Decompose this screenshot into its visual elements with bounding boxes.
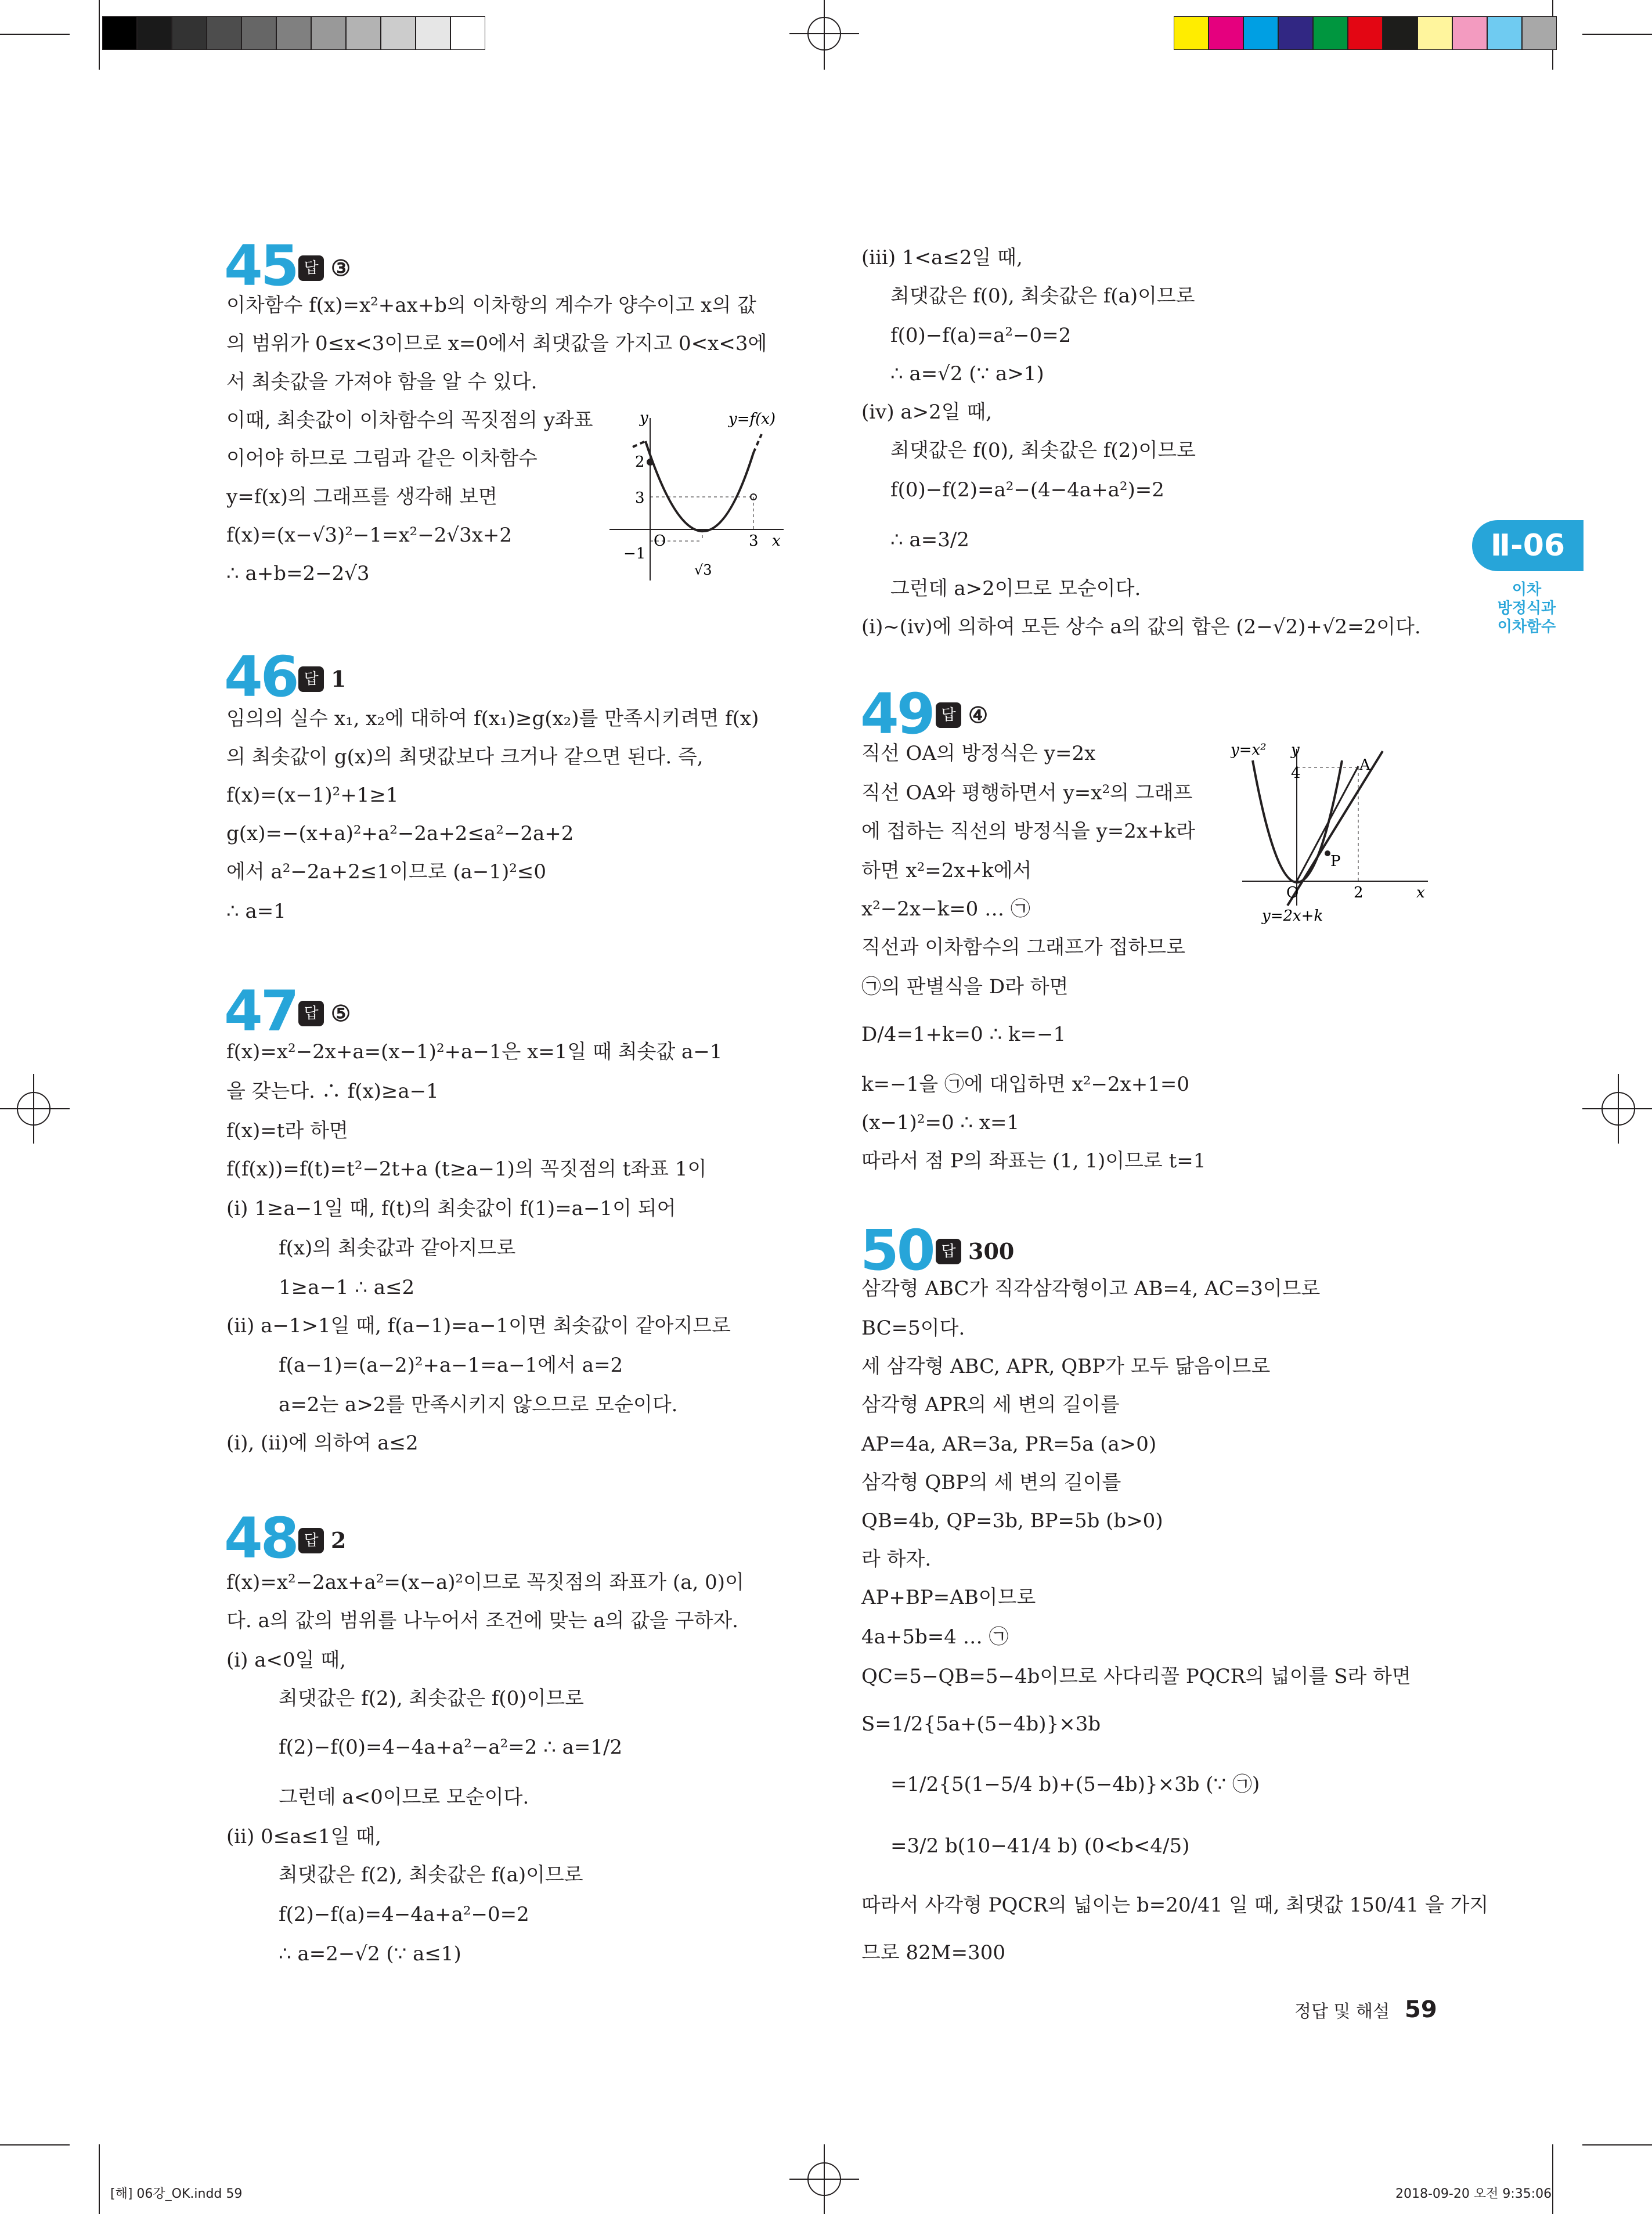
q49-graph-a: A — [1359, 756, 1370, 774]
registration-mark-icon — [1582, 1051, 1652, 1167]
gray-swatch — [102, 16, 137, 50]
q47-line: a=2는 a>2를 만족시키지 않으므로 모순이다. — [279, 1393, 678, 1416]
q50-line: 따라서 사각형 PQCR의 넓이는 b=20/41 일 때, 최댓값 150/41 을 가지 — [861, 1894, 1489, 1917]
q45-graph-func: y=f(x) — [728, 410, 776, 428]
q50-line: 삼각형 ABC가 직각삼각형이고 AB=4, AC=3이므로 — [861, 1277, 1321, 1300]
q48-cont-line: f(0)−f(2)=a²−(4−4a+a²)=2 — [890, 478, 1164, 502]
gray-swatch — [137, 16, 172, 50]
q50-line: S=1/2{5a+(5−4b)}×3b — [861, 1712, 1101, 1736]
q49-graph-x: x — [1416, 884, 1425, 902]
q47-line: 을 갖는다. ∴ f(x)≥a−1 — [226, 1080, 439, 1103]
print-timestamp: 2018-09-20 오전 9:35:06 — [1395, 2187, 1552, 2201]
gray-swatch — [276, 16, 311, 50]
gray-swatch — [207, 16, 241, 50]
q49-graph-tick: 4 — [1291, 765, 1301, 782]
q49-graph-y: y — [1291, 741, 1300, 759]
chapter-label-1: 이차 — [1512, 581, 1542, 598]
color-swatch — [1417, 16, 1452, 50]
q48-cont-line: (ⅲ) 1<a≤2일 때, — [861, 246, 1023, 269]
answer-47: ⑤ — [331, 1000, 351, 1026]
q49-line: (x−1)²=0 ∴ x=1 — [861, 1111, 1020, 1134]
q48-cont-line: ∴ a=√2 (∵ a>1) — [890, 362, 1044, 385]
q49-line: 직선 OA와 평행하면서 y=x²의 그래프 — [861, 781, 1193, 805]
q45-line: 이때, 최솟값이 이차함수의 꼭짓점의 y좌표 — [226, 409, 593, 432]
q50-line: QB=4b, QP=3b, BP=5b (b>0) — [861, 1509, 1163, 1533]
q46-line: 의 최솟값이 g(x)의 최댓값보다 크거나 같으면 된다. 즉, — [226, 745, 704, 769]
q50-line: =3/2 b(10−41/4 b) (0<b<4/5) — [890, 1834, 1190, 1858]
q45-line: y=f(x)의 그래프를 생각해 보면 — [226, 485, 497, 509]
crop-mark — [1552, 2144, 1553, 2214]
registration-mark-icon — [0, 1051, 70, 1167]
q49-line: D/4=1+k=0 ∴ k=−1 — [861, 1023, 1066, 1046]
page-label: 정답 및 해설 — [1294, 2002, 1390, 2022]
crop-mark — [0, 2144, 70, 2146]
q48-line: (ⅱ) 0≤a≤1일 때, — [226, 1825, 381, 1848]
q48-line: 최댓값은 f(2), 최솟값은 f(a)이므로 — [279, 1863, 583, 1887]
answer-badge: 답 — [298, 1528, 324, 1553]
q49-line: 따라서 점 P의 좌표는 (1, 1)이므로 t=1 — [861, 1149, 1206, 1173]
q45-graph-tick: 2 — [635, 453, 645, 471]
q47-line: (ⅰ), (ⅱ)에 의하여 a≤2 — [226, 1431, 419, 1455]
crop-mark — [1582, 34, 1652, 35]
color-swatch — [1278, 16, 1313, 50]
gray-swatch — [450, 16, 485, 50]
q45-line: f(x)=(x−√3)²−1=x²−2√3x+2 — [226, 524, 513, 547]
q46-line: 에서 a²−2a+2≤1이므로 (a−1)²≤0 — [226, 860, 547, 884]
q45-line: 의 범위가 0≤x<3이므로 x=0에서 최댓값을 가지고 0<x<3에 — [226, 332, 767, 355]
gray-swatch — [172, 16, 207, 50]
answer-49: ④ — [968, 702, 989, 728]
registration-mark-icon — [766, 2144, 882, 2214]
q49-line: 직선과 이차함수의 그래프가 접하므로 — [861, 936, 1185, 959]
q45-line: 이차함수 f(x)=x²+ax+b의 이차항의 계수가 양수이고 x의 값 — [226, 294, 756, 317]
gray-swatch — [241, 16, 276, 50]
q49-graph-line: y=2x+k — [1262, 907, 1323, 925]
q45-line: 서 최솟값을 가져야 함을 알 수 있다. — [226, 370, 538, 394]
q49-graph-curve: y=x² — [1231, 741, 1267, 759]
question-number-49: 49 — [860, 681, 933, 747]
page-number: 59 — [1405, 1996, 1437, 2023]
question-number-48: 48 — [224, 1506, 297, 1571]
q48-line: f(2)−f(0)=4−4a+a²−a²=2 ∴ a=1/2 — [279, 1736, 623, 1759]
q48-line: 그런데 a<0이므로 모순이다. — [279, 1786, 529, 1809]
color-swatch — [1452, 16, 1487, 50]
q48-cont-line: f(0)−f(a)=a²−0=2 — [890, 324, 1072, 347]
q48-cont-line: (ⅰ)~(ⅳ)에 의하여 모든 상수 a의 값의 합은 (2−√2)+√2=2이다. — [861, 615, 1421, 639]
q50-line: AP+BP=AB이므로 — [861, 1586, 1036, 1609]
color-swatch — [1487, 16, 1522, 50]
registration-mark-icon — [766, 0, 882, 70]
answer-badge: 답 — [298, 666, 324, 692]
color-swatch — [1348, 16, 1383, 50]
q49-parabola-graph — [1231, 737, 1440, 929]
crop-mark — [0, 34, 70, 35]
q45-graph-tick: 3 — [749, 532, 759, 550]
q47-line: f(x)=t라 하면 — [226, 1119, 348, 1142]
q50-line: BC=5이다. — [861, 1317, 965, 1340]
gray-swatch — [346, 16, 381, 50]
q45-graph-y: y — [640, 409, 648, 427]
q50-line: 삼각형 QBP의 세 변의 길이를 — [861, 1471, 1121, 1494]
chapter-label-2: 방정식과 — [1497, 600, 1556, 617]
q45-graph-tick: −1 — [623, 545, 646, 562]
q49-line: x²−2x−k=0 … ㉠ — [861, 897, 1030, 921]
q48-line: ∴ a=2−√2 (∵ a≤1) — [279, 1942, 461, 1966]
q49-line: 하면 x²=2x+k에서 — [861, 859, 1032, 882]
q50-line: 므로 82M=300 — [861, 1941, 1005, 1964]
q48-cont-line: 그런데 a>2이므로 모순이다. — [890, 577, 1141, 600]
q48-line: f(2)−f(a)=4−4a+a²−0=2 — [279, 1903, 529, 1926]
q48-line: f(x)=x²−2ax+a²=(x−a)²이므로 꼭짓점의 좌표가 (a, 0)이 — [226, 1571, 744, 1594]
color-swatch — [1383, 16, 1417, 50]
q46-line: f(x)=(x−1)²+1≥1 — [226, 784, 399, 807]
q50-line: AP=4a, AR=3a, PR=5a (a>0) — [861, 1433, 1157, 1456]
q48-cont-line: (ⅳ) a>2일 때, — [861, 401, 993, 424]
q50-line: 4a+5b=4 … ㉠ — [861, 1625, 1009, 1649]
q47-line: f(x)=x²−2x+a=(x−1)²+a−1은 x=1일 때 최솟값 a−1 — [226, 1040, 723, 1063]
q47-line: (ⅱ) a−1>1일 때, f(a−1)=a−1이면 최솟값이 같아지므로 — [226, 1314, 731, 1337]
q48-line: (ⅰ) a<0일 때, — [226, 1649, 346, 1672]
q49-graph-p: P — [1330, 853, 1341, 870]
q46-line: 임의의 실수 x₁, x₂에 대하여 f(x₁)≥g(x₂)를 만족시키려면 f(x) — [226, 707, 759, 730]
question-number-50: 50 — [860, 1218, 933, 1283]
q46-line: g(x)=−(x+a)²+a²−2a+2≤a²−2a+2 — [226, 822, 574, 845]
q49-line: 에 접하는 직선의 방정식을 y=2x+k라 — [861, 820, 1195, 843]
q47-line: (ⅰ) 1≥a−1일 때, f(t)의 최솟값이 f(1)=a−1이 되어 — [226, 1197, 676, 1220]
q50-line: QC=5−QB=5−4b이므로 사다리꼴 PQCR의 넓이를 S라 하면 — [861, 1665, 1411, 1688]
q45-parabola-graph — [609, 406, 795, 586]
q50-line: 세 삼각형 ABC, APR, QBP가 모두 닮음이므로 — [861, 1355, 1271, 1378]
q45-graph-tick: √3 — [694, 562, 712, 578]
q47-line: f(a−1)=(a−2)²+a−1=a−1에서 a=2 — [279, 1354, 623, 1377]
q50-line: 삼각형 APR의 세 변의 길이를 — [861, 1393, 1120, 1416]
color-swatch — [1243, 16, 1278, 50]
color-swatch — [1313, 16, 1348, 50]
q49-line: 직선 OA의 방정식은 y=2x — [861, 742, 1096, 765]
answer-badge: 답 — [298, 1001, 324, 1026]
answer-badge: 답 — [936, 1239, 961, 1264]
q47-line: 1≥a−1 ∴ a≤2 — [279, 1276, 415, 1299]
q48-cont-line: 최댓값은 f(0), 최솟값은 f(2)이므로 — [890, 439, 1196, 462]
answer-50: 300 — [968, 1238, 1015, 1264]
gray-swatch — [381, 16, 416, 50]
q50-line: 라 하자. — [861, 1548, 932, 1571]
q48-line: 최댓값은 f(2), 최솟값은 f(0)이므로 — [279, 1687, 585, 1710]
crop-mark — [1582, 2144, 1652, 2146]
color-swatch — [1209, 16, 1243, 50]
q45-graph-origin: O — [654, 532, 666, 550]
color-swatch — [1174, 16, 1209, 50]
q48-line: 다. a의 값의 범위를 나누어서 조건에 맞는 a의 값을 구하자. — [226, 1609, 738, 1632]
question-number-47: 47 — [224, 979, 297, 1044]
answer-48: 2 — [331, 1527, 347, 1553]
answer-badge: 답 — [936, 702, 961, 728]
q48-cont-line: ∴ a=3/2 — [890, 528, 969, 551]
q45-line: ∴ a+b=2−2√3 — [226, 562, 370, 585]
answer-badge: 답 — [298, 255, 324, 281]
q48-cont-line: 최댓값은 f(0), 최솟값은 f(a)이므로 — [890, 284, 1195, 308]
crop-mark — [99, 0, 100, 70]
q50-line: =1/2{5(1−5/4 b)+(5−4b)}×3b (∵ ㉠) — [890, 1773, 1260, 1796]
q49-graph-origin: O — [1286, 884, 1299, 902]
gray-swatch — [416, 16, 450, 50]
crop-mark — [99, 2144, 100, 2214]
q46-line: ∴ a=1 — [226, 900, 286, 923]
question-number-45: 45 — [224, 233, 297, 298]
gray-swatch — [311, 16, 346, 50]
q47-line: f(x)의 최솟값과 같아지므로 — [279, 1236, 516, 1260]
q49-graph-tick: 2 — [1354, 884, 1364, 902]
chapter-tab: Ⅱ-06 — [1472, 520, 1584, 571]
q49-line: ㉠의 판별식을 D라 하면 — [861, 975, 1069, 998]
color-swatch — [1522, 16, 1557, 50]
q47-line: f(f(x))=f(t)=t²−2t+a (t≥a−1)의 꼭짓점의 t좌표 1이 — [226, 1158, 707, 1181]
q45-line: 이어야 하므로 그림과 같은 이차함수 — [226, 447, 538, 470]
answer-45: ③ — [331, 255, 351, 281]
question-number-46: 46 — [224, 644, 297, 709]
q45-graph-tick: 3 — [635, 489, 645, 507]
file-info: [해] 06강_OK.indd 59 — [110, 2187, 243, 2201]
q49-line: k=−1을 ㉠에 대입하면 x²−2x+1=0 — [861, 1073, 1190, 1096]
chapter-label-3: 이차함수 — [1497, 618, 1556, 636]
answer-46: 1 — [331, 666, 347, 692]
q45-graph-x: x — [772, 532, 781, 550]
